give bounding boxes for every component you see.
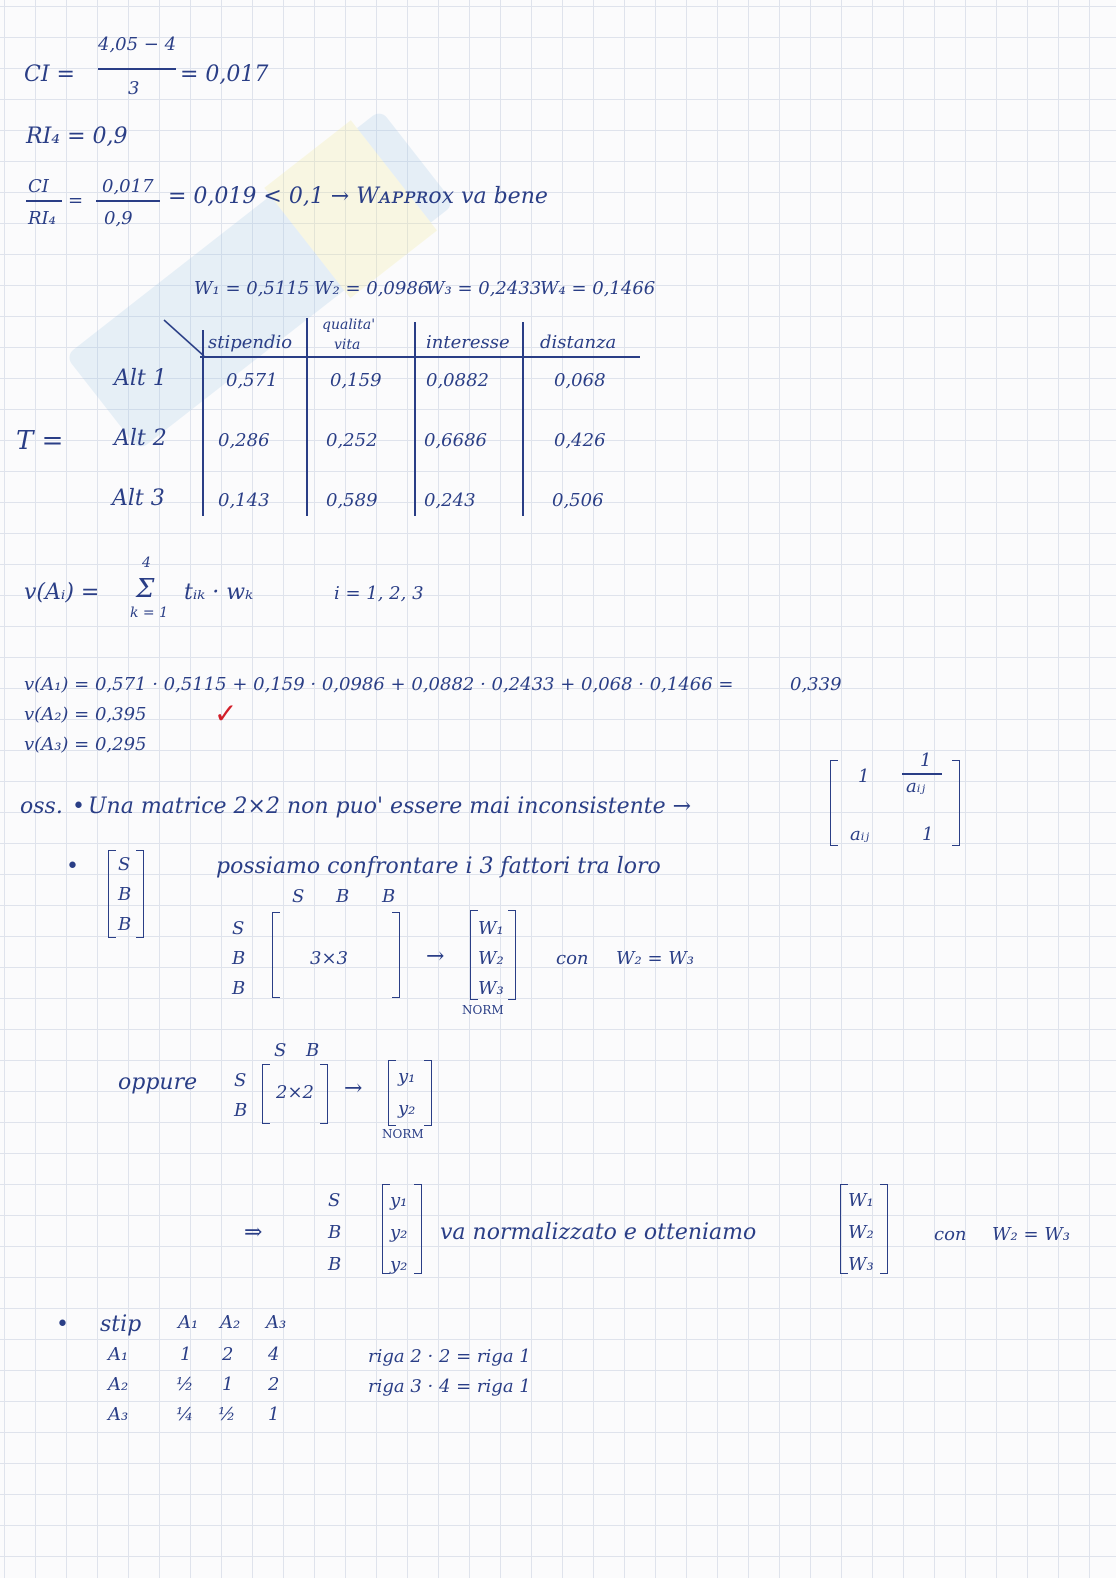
vector-bracket-right bbox=[136, 850, 144, 938]
y-entry: y₂ bbox=[390, 1254, 408, 1275]
matrix-row-label: B bbox=[234, 1100, 248, 1121]
matrix-row-label: B bbox=[232, 978, 246, 999]
w-bracket-left bbox=[840, 1184, 848, 1274]
w-bracket-right bbox=[508, 910, 516, 1000]
value-a1: v(A₁) = 0,571 · 0,5115 + 0,159 · 0,0986 + 0,0882 · 0,2433 + 0,068 · 0,1466 = bbox=[24, 674, 734, 695]
w-entry: W₃ bbox=[848, 1254, 874, 1275]
w-entry: W₁ bbox=[848, 1190, 874, 1211]
stip-row-name: A₃ bbox=[108, 1404, 129, 1425]
implies-label: B bbox=[328, 1254, 342, 1275]
formula-sum-sign: Σ bbox=[136, 574, 155, 604]
vector-entry: S bbox=[118, 854, 131, 875]
ci-fraction-line bbox=[98, 68, 176, 70]
stip-row-name: A₁ bbox=[108, 1344, 129, 1365]
oss-text: Una matrice 2×2 non puo' essere mai inconsistente → bbox=[88, 794, 692, 819]
w-entry: W₂ bbox=[848, 1222, 874, 1243]
stip-col-header: A₂ bbox=[220, 1312, 241, 1333]
table-row-name: Alt 2 bbox=[114, 426, 167, 451]
vector-entry: B bbox=[118, 884, 132, 905]
stip-cell: ½ bbox=[176, 1374, 194, 1395]
ci-numerator: 4,05 − 4 bbox=[98, 34, 177, 55]
formula-lhs: v(Aᵢ) = bbox=[24, 580, 100, 605]
stip-bullet: • bbox=[56, 1312, 69, 1337]
matrix-m12-den: aᵢⱼ bbox=[906, 776, 926, 797]
formula-range: i = 1, 2, 3 bbox=[334, 583, 424, 604]
stip-cell: 2 bbox=[268, 1374, 280, 1395]
matrix-m11: 1 bbox=[858, 766, 870, 787]
matrix-3x3-bracket-right bbox=[392, 912, 400, 998]
matrix-2x2-bracket-right bbox=[320, 1064, 328, 1124]
y-bracket-right bbox=[414, 1184, 422, 1274]
stip-cell: 1 bbox=[268, 1404, 280, 1425]
table-header-line bbox=[200, 356, 640, 358]
w-bracket-right bbox=[880, 1184, 888, 1274]
ci-result: = 0,017 bbox=[180, 62, 269, 87]
table-cell: 0,589 bbox=[326, 490, 378, 511]
stip-cell: ½ bbox=[218, 1404, 236, 1425]
table-cell: 0,068 bbox=[554, 370, 606, 391]
table-cell: 0,506 bbox=[552, 490, 604, 511]
matrix-bracket-right bbox=[952, 760, 960, 846]
stip-cell: ¼ bbox=[176, 1404, 194, 1425]
w-entry: W₂ bbox=[478, 948, 504, 969]
vector-bracket-left bbox=[108, 850, 116, 938]
weight-w1: W₁ = 0,5115 bbox=[194, 278, 310, 299]
ratio-numerator: 0,017 bbox=[102, 176, 154, 197]
stip-row-name: A₂ bbox=[108, 1374, 129, 1395]
matrix-2x2-bracket-left bbox=[262, 1064, 270, 1124]
stip-note-2: riga 3 · 4 = riga 1 bbox=[368, 1376, 531, 1397]
con-label: con bbox=[556, 948, 589, 969]
matrix-3x3-label: 3×3 bbox=[310, 948, 348, 969]
ci-denominator: 3 bbox=[128, 78, 140, 99]
matrix-col-header: B bbox=[336, 886, 350, 907]
stip-cell: 2 bbox=[222, 1344, 234, 1365]
formula-sum-top: 4 bbox=[142, 555, 151, 571]
matrix-row-label: B bbox=[232, 948, 246, 969]
stip-col-header: A₃ bbox=[266, 1312, 287, 1333]
matrix-col-header: S bbox=[274, 1040, 287, 1061]
stip-cell: 1 bbox=[180, 1344, 192, 1365]
stip-note-1: riga 2 · 2 = riga 1 bbox=[368, 1346, 531, 1367]
weight-w3: W₃ = 0,2433 bbox=[426, 278, 542, 299]
matrix-bracket-left bbox=[830, 760, 838, 846]
table-header-vita: vita bbox=[334, 337, 361, 353]
ratio-line-2 bbox=[96, 200, 160, 202]
table-cell: 0,0882 bbox=[426, 370, 489, 391]
y-bracket-left bbox=[388, 1060, 396, 1126]
stip-col-header: A₁ bbox=[178, 1312, 199, 1333]
table-header-stipendio: stipendio bbox=[208, 332, 293, 353]
ratio-denominator: 0,9 bbox=[104, 208, 133, 229]
table-cell: 0,143 bbox=[218, 490, 270, 511]
con-label: con bbox=[934, 1224, 967, 1245]
implies-label: S bbox=[328, 1190, 341, 1211]
value-a3: v(A₃) = 0,295 bbox=[24, 734, 147, 755]
norm-label: NORM bbox=[382, 1127, 424, 1141]
ci-label: CI = bbox=[24, 62, 75, 87]
w-entry: W₁ bbox=[478, 918, 504, 939]
implies-label: B bbox=[328, 1222, 342, 1243]
formula-term: tᵢₖ · wₖ bbox=[184, 580, 254, 605]
sbb-bullet: • bbox=[66, 854, 79, 879]
arrow-icon: → bbox=[344, 1076, 363, 1101]
matrix-m12-line bbox=[902, 773, 942, 775]
value-a2: v(A₂) = 0,395 bbox=[24, 704, 147, 725]
ri-value: RI₄ = 0,9 bbox=[26, 124, 128, 149]
oss-prefix: oss. bbox=[20, 794, 63, 819]
table-col-line-2 bbox=[414, 322, 416, 516]
table-row-name: Alt 1 bbox=[114, 366, 167, 391]
table-col-line-0 bbox=[202, 330, 204, 516]
ratio-result: = 0,019 < 0,1 → Wᴀᴘᴘʀᴏx va bene bbox=[168, 184, 548, 209]
table-cell: 0,571 bbox=[226, 370, 278, 391]
formula-sum-bottom: k = 1 bbox=[130, 605, 169, 621]
table-cell: 0,159 bbox=[330, 370, 382, 391]
stip-title: stip bbox=[100, 1312, 142, 1337]
implies-arrow-icon: ⇒ bbox=[244, 1220, 263, 1245]
y-entry: y₁ bbox=[398, 1066, 416, 1087]
oss-bullet: • bbox=[72, 794, 85, 819]
y-entry: y₂ bbox=[398, 1098, 416, 1119]
ratio-line-1 bbox=[26, 200, 62, 202]
table-header-distanza: distanza bbox=[540, 332, 617, 353]
condition: W₂ = W₃ bbox=[616, 948, 694, 969]
table-cell: 0,286 bbox=[218, 430, 270, 451]
value-a1-result: 0,339 bbox=[790, 674, 842, 695]
norm-label: NORM bbox=[462, 1003, 504, 1017]
y-entry: y₂ bbox=[390, 1222, 408, 1243]
table-cell: 0,6686 bbox=[424, 430, 487, 451]
w-entry: W₃ bbox=[478, 978, 504, 999]
table-header-interesse: interesse bbox=[426, 332, 510, 353]
table-label: T = bbox=[16, 426, 64, 456]
stip-cell: 1 bbox=[222, 1374, 234, 1395]
implies-text: va normalizzato e otteniamo bbox=[440, 1220, 757, 1245]
table-header-qualita: qualita' bbox=[322, 317, 376, 333]
matrix-3x3-bracket-left bbox=[272, 912, 280, 998]
checkmark-icon: ✓ bbox=[214, 697, 238, 730]
arrow-icon: → bbox=[426, 944, 445, 969]
stip-cell: 4 bbox=[268, 1344, 280, 1365]
table-cell: 0,426 bbox=[554, 430, 606, 451]
matrix-m22: 1 bbox=[922, 824, 934, 845]
weight-w2: W₂ = 0,0986 bbox=[314, 278, 430, 299]
y-bracket-left bbox=[382, 1184, 390, 1274]
matrix-m21: aᵢⱼ bbox=[850, 824, 870, 845]
weight-w4: W₄ = 0,1466 bbox=[540, 278, 656, 299]
vector-entry: B bbox=[118, 914, 132, 935]
table-cell: 0,252 bbox=[326, 430, 378, 451]
ratio-equals: = bbox=[68, 190, 84, 211]
y-bracket-right bbox=[424, 1060, 432, 1126]
matrix-m12-num: 1 bbox=[920, 750, 932, 771]
ratio-ri: RI₄ bbox=[28, 208, 56, 229]
matrix-2x2-label: 2×2 bbox=[276, 1082, 314, 1103]
table-col-line-3 bbox=[522, 322, 524, 516]
matrix-col-header: S bbox=[292, 886, 305, 907]
matrix-col-header: B bbox=[306, 1040, 320, 1061]
matrix-row-label: S bbox=[234, 1070, 247, 1091]
table-col-line-1 bbox=[306, 318, 308, 516]
condition: W₂ = W₃ bbox=[992, 1224, 1070, 1245]
oppure-label: oppure bbox=[118, 1070, 198, 1095]
w-bracket-left bbox=[470, 910, 478, 1000]
table-row-name: Alt 3 bbox=[112, 486, 165, 511]
sbb-text: possiamo confrontare i 3 fattori tra loro bbox=[216, 854, 661, 879]
table-cell: 0,243 bbox=[424, 490, 476, 511]
y-entry: y₁ bbox=[390, 1190, 408, 1211]
matrix-row-label: S bbox=[232, 918, 245, 939]
matrix-col-header: B bbox=[382, 886, 396, 907]
ratio-ci: CI bbox=[28, 176, 49, 197]
